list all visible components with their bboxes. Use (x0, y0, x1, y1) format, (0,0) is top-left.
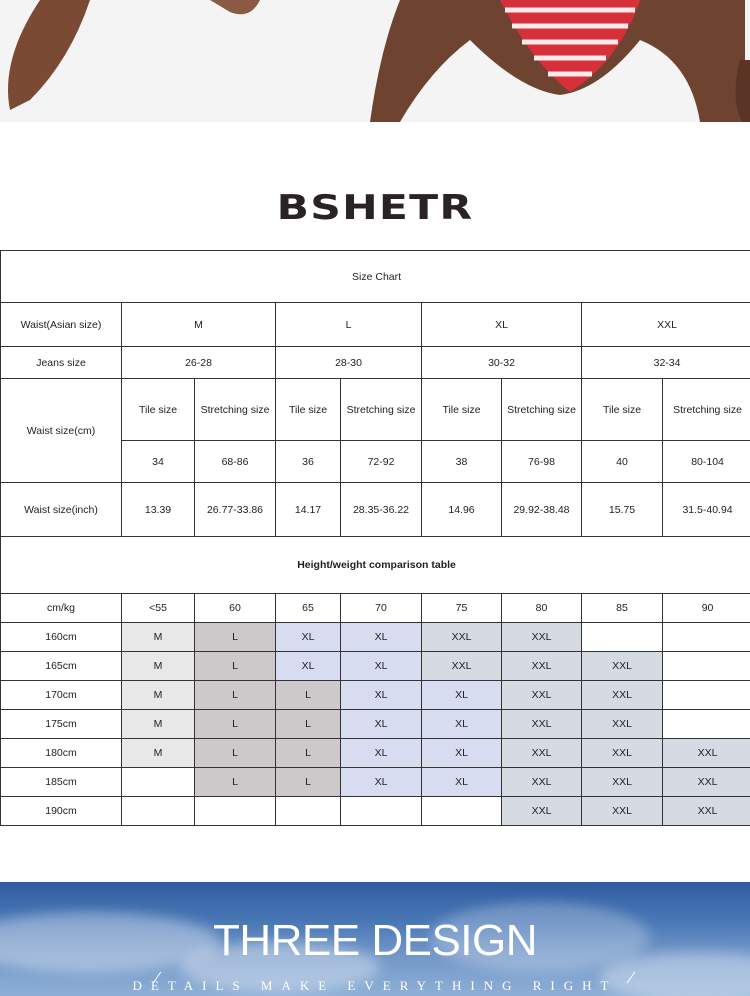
tile-size-label: Tile size (422, 379, 502, 441)
hw-size-cell: XXL (582, 681, 663, 710)
hw-size-cell: XL (422, 768, 502, 797)
height-label: 165cm (1, 652, 122, 681)
size-header-xxl: XXL (582, 303, 750, 347)
hw-size-cell (663, 681, 750, 710)
weight-header: 85 (582, 594, 663, 623)
hw-size-cell: XL (341, 681, 422, 710)
hw-size-cell: XL (422, 739, 502, 768)
weight-header: 80 (502, 594, 582, 623)
hw-size-cell: L (276, 768, 341, 797)
hw-size-cell: L (195, 681, 276, 710)
jeans-size-cell: 28-30 (276, 347, 422, 379)
hw-size-cell: L (195, 739, 276, 768)
jeans-size-cell: 30-32 (422, 347, 582, 379)
hw-size-cell: XL (341, 652, 422, 681)
hw-size-cell (276, 797, 341, 826)
stretching-size-label: Stretching size (195, 379, 276, 441)
stretching-size-label: Stretching size (663, 379, 750, 441)
banner-subtitle: DETAILS MAKE EVERYTHING RIGHT (132, 978, 618, 993)
hw-size-cell (195, 797, 276, 826)
waist-cm-cell: 34 (122, 441, 195, 483)
waist-cm-cell: 80-104 (663, 441, 750, 483)
size-chart-title: Size Chart (1, 251, 750, 303)
tile-size-label: Tile size (582, 379, 663, 441)
hw-size-cell: L (276, 710, 341, 739)
waist-inch-cell: 29.92-38.48 (502, 483, 582, 537)
waist-cm-cell: 72-92 (341, 441, 422, 483)
hw-row (1, 623, 750, 652)
hw-size-cell: XXL (663, 739, 750, 768)
hw-size-cell: XL (422, 710, 502, 739)
size-chart-table (0, 250, 750, 826)
hw-size-cell: L (276, 739, 341, 768)
hw-size-cell: L (195, 623, 276, 652)
hw-size-cell (663, 710, 750, 739)
hw-size-cell (341, 797, 422, 826)
waist-asian-label: Waist(Asian size) (1, 303, 122, 347)
hw-size-cell (663, 623, 750, 652)
hw-size-cell: M (122, 623, 195, 652)
hw-size-cell: XXL (582, 710, 663, 739)
hw-size-cell: M (122, 652, 195, 681)
hw-size-cell: XL (276, 623, 341, 652)
hw-size-cell: XL (341, 768, 422, 797)
hw-size-cell: XL (276, 652, 341, 681)
weight-header: <55 (122, 594, 195, 623)
hw-size-cell: XXL (582, 652, 663, 681)
waist-inch-cell: 31.5-40.94 (663, 483, 750, 537)
hw-row (1, 797, 750, 826)
product-photo-illustration (0, 0, 750, 122)
hw-size-cell: L (195, 768, 276, 797)
hw-size-cell: L (195, 710, 276, 739)
hw-size-cell: XXL (502, 681, 582, 710)
size-header-xl: XL (422, 303, 582, 347)
waist-inch-cell: 15.75 (582, 483, 663, 537)
waist-inch-cell: 13.39 (122, 483, 195, 537)
hw-size-cell: XL (341, 623, 422, 652)
hw-table-title: Height/weight comparison table (1, 537, 750, 594)
hw-size-cell: XL (341, 739, 422, 768)
hw-row (1, 768, 750, 797)
hw-size-cell: L (195, 652, 276, 681)
hw-size-cell: XXL (502, 797, 582, 826)
hw-size-cell: XL (341, 710, 422, 739)
hw-size-cell: XXL (663, 797, 750, 826)
hw-size-cell (422, 797, 502, 826)
hw-size-cell: XL (422, 681, 502, 710)
waist-inch-cell: 28.35-36.22 (341, 483, 422, 537)
size-header-l: L (276, 303, 422, 347)
waist-inch-label: Waist size(inch) (1, 483, 122, 537)
hw-size-cell: XXL (582, 797, 663, 826)
hw-row (1, 652, 750, 681)
hw-size-cell (582, 623, 663, 652)
hw-size-cell: M (122, 710, 195, 739)
hw-size-cell: XXL (502, 652, 582, 681)
tile-size-label: Tile size (276, 379, 341, 441)
waist-inch-cell: 14.17 (276, 483, 341, 537)
hw-size-cell: XXL (502, 739, 582, 768)
weight-header: 65 (276, 594, 341, 623)
hw-row (1, 710, 750, 739)
hw-size-cell: XXL (582, 768, 663, 797)
hw-size-cell: XXL (422, 623, 502, 652)
tile-size-label: Tile size (122, 379, 195, 441)
stretching-size-label: Stretching size (502, 379, 582, 441)
height-label: 190cm (1, 797, 122, 826)
size-header-m: M (122, 303, 276, 347)
weight-header: 70 (341, 594, 422, 623)
jeans-size-cell: 32-34 (582, 347, 750, 379)
weight-header: 75 (422, 594, 502, 623)
jeans-size-cell: 26-28 (122, 347, 276, 379)
weight-header: 90 (663, 594, 750, 623)
hw-size-cell: XXL (502, 623, 582, 652)
hw-size-cell: M (122, 739, 195, 768)
hw-size-cell: XXL (663, 768, 750, 797)
hw-size-cell: XXL (582, 739, 663, 768)
hw-row (1, 739, 750, 768)
waist-cm-cell: 68-86 (195, 441, 276, 483)
product-photo (0, 0, 750, 122)
hw-size-cell: XXL (422, 652, 502, 681)
three-design-banner (0, 882, 750, 996)
waist-inch-cell: 14.96 (422, 483, 502, 537)
banner-title: THREE DESIGN (212, 916, 538, 965)
hw-size-cell (122, 797, 195, 826)
hw-row (1, 681, 750, 710)
weight-header: 60 (195, 594, 276, 623)
hw-size-cell: XXL (502, 710, 582, 739)
hw-size-cell: M (122, 681, 195, 710)
height-label: 175cm (1, 710, 122, 739)
hw-table-body (1, 623, 750, 826)
height-label: 170cm (1, 681, 122, 710)
jeans-size-label: Jeans size (1, 347, 122, 379)
height-label: 180cm (1, 739, 122, 768)
hw-size-cell: XXL (502, 768, 582, 797)
waist-cm-cell: 36 (276, 441, 341, 483)
waist-cm-label: Waist size(cm) (1, 379, 122, 483)
brand-logo: BSHETR (276, 188, 474, 228)
hw-size-cell (663, 652, 750, 681)
waist-cm-cell: 40 (582, 441, 663, 483)
waist-inch-cell: 26.77-33.86 (195, 483, 276, 537)
waist-cm-cell: 76-98 (502, 441, 582, 483)
hw-size-cell: L (276, 681, 341, 710)
hw-size-cell (122, 768, 195, 797)
hw-corner-label: cm/kg (1, 594, 122, 623)
height-label: 160cm (1, 623, 122, 652)
waist-cm-cell: 38 (422, 441, 502, 483)
height-label: 185cm (1, 768, 122, 797)
stretching-size-label: Stretching size (341, 379, 422, 441)
